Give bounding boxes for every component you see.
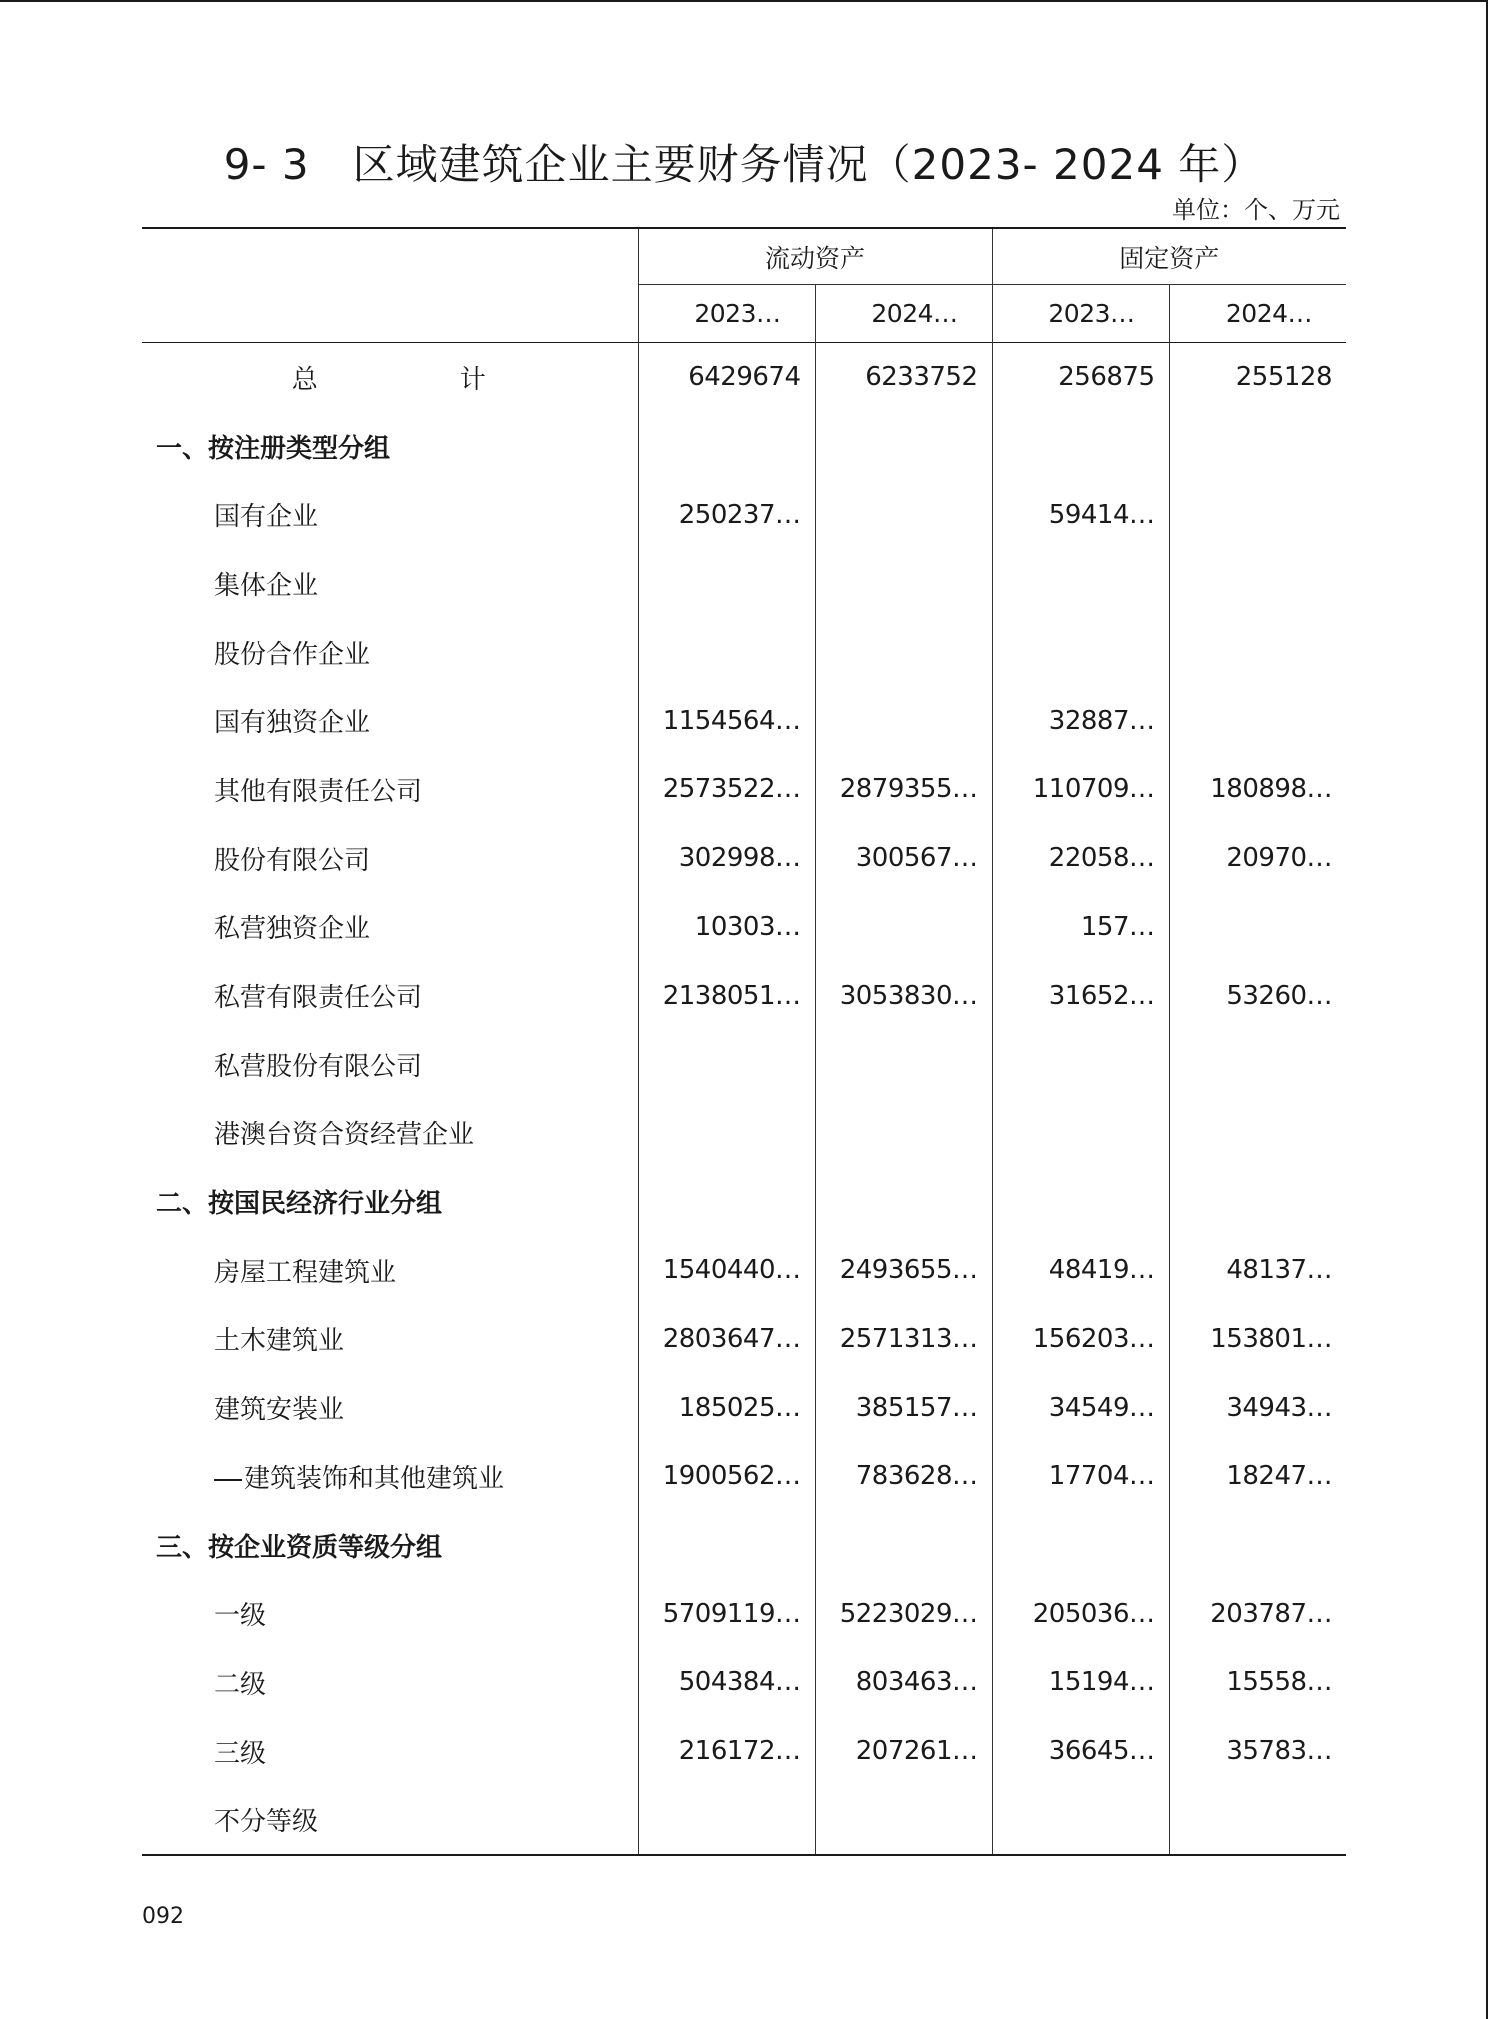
table-row bbox=[142, 1579, 1346, 1648]
row-label: 港澳台资合资经营企业 bbox=[214, 1120, 475, 1151]
value-cell: 5709119… bbox=[638, 1579, 815, 1648]
row-label: 一级 bbox=[214, 1601, 267, 1632]
value-cell bbox=[815, 412, 992, 481]
value-cell bbox=[992, 549, 1169, 618]
header-current-assets: 流动资产 bbox=[638, 228, 992, 285]
value-cell: 32887… bbox=[992, 686, 1169, 755]
page-border-top bbox=[0, 0, 1488, 2]
table-row bbox=[142, 755, 1346, 824]
row-label: 建筑安装业 bbox=[214, 1395, 345, 1426]
table-row bbox=[142, 1030, 1346, 1099]
row-label: 三级 bbox=[214, 1738, 267, 1769]
table-row bbox=[142, 1373, 1346, 1442]
row-label: 房屋工程建筑业 bbox=[214, 1257, 397, 1288]
row-label: 国有企业 bbox=[214, 502, 319, 533]
value-cell bbox=[815, 480, 992, 549]
table-row bbox=[142, 824, 1346, 893]
value-cell bbox=[638, 1167, 815, 1236]
value-cell: 205036… bbox=[992, 1579, 1169, 1648]
value-cell: 35783… bbox=[1169, 1717, 1346, 1786]
value-cell bbox=[815, 549, 992, 618]
value-cell bbox=[815, 686, 992, 755]
value-cell bbox=[638, 618, 815, 687]
table-row bbox=[142, 1648, 1346, 1717]
table-row bbox=[142, 1167, 1346, 1236]
value-cell bbox=[992, 412, 1169, 481]
value-cell: 59414… bbox=[992, 480, 1169, 549]
value-cell: 256875 bbox=[992, 343, 1169, 412]
value-cell bbox=[638, 549, 815, 618]
value-cell: 17704… bbox=[992, 1442, 1169, 1511]
value-cell: 2493655… bbox=[815, 1236, 992, 1305]
table-row bbox=[142, 343, 1346, 412]
row-label-text: 建筑装饰和其他建筑业 bbox=[244, 1463, 505, 1494]
value-cell bbox=[1169, 1030, 1346, 1099]
page-number: 092 bbox=[142, 1904, 184, 1929]
value-cell bbox=[815, 1785, 992, 1855]
table-row bbox=[142, 1785, 1346, 1855]
value-cell: 31652… bbox=[992, 961, 1169, 1030]
value-cell bbox=[638, 1099, 815, 1168]
value-cell bbox=[815, 1030, 992, 1099]
header-year: 2024… bbox=[815, 285, 992, 343]
value-cell bbox=[1169, 1511, 1346, 1580]
value-cell: 34943… bbox=[1169, 1373, 1346, 1442]
group-heading: 三、按企业资质等级分组 bbox=[156, 1532, 443, 1563]
value-cell: 20970… bbox=[1169, 824, 1346, 893]
header-fixed-assets: 固定资产 bbox=[992, 228, 1346, 285]
value-cell bbox=[638, 1030, 815, 1099]
header-year: 2023… bbox=[992, 285, 1169, 343]
row-label: 集体企业 bbox=[214, 570, 319, 601]
value-cell: 385157… bbox=[815, 1373, 992, 1442]
row-label: 股份有限公司 bbox=[214, 845, 371, 876]
value-cell: 216172… bbox=[638, 1717, 815, 1786]
value-cell bbox=[1169, 1167, 1346, 1236]
row-label: 股份合作企业 bbox=[214, 639, 371, 670]
value-cell: 255128 bbox=[1169, 343, 1346, 412]
table-row bbox=[142, 1236, 1346, 1305]
value-cell bbox=[1169, 1099, 1346, 1168]
value-cell: 6429674 bbox=[638, 343, 815, 412]
value-cell: 1540440… bbox=[638, 1236, 815, 1305]
value-cell bbox=[815, 618, 992, 687]
value-cell bbox=[992, 1099, 1169, 1168]
value-cell bbox=[815, 1511, 992, 1580]
value-cell bbox=[1169, 412, 1346, 481]
table-row bbox=[142, 961, 1346, 1030]
value-cell bbox=[1169, 480, 1346, 549]
value-cell bbox=[815, 1099, 992, 1168]
value-cell bbox=[815, 1167, 992, 1236]
header-blank bbox=[142, 228, 638, 343]
value-cell bbox=[992, 1511, 1169, 1580]
value-cell bbox=[992, 1785, 1169, 1855]
value-cell: 2803647… bbox=[638, 1305, 815, 1374]
table-row bbox=[142, 1099, 1346, 1168]
value-cell bbox=[1169, 618, 1346, 687]
value-cell: 5223029… bbox=[815, 1579, 992, 1648]
value-cell bbox=[992, 1030, 1169, 1099]
table-row bbox=[142, 1511, 1346, 1580]
value-cell bbox=[638, 1511, 815, 1580]
value-cell: 3053830… bbox=[815, 961, 992, 1030]
row-label: 不分等级 bbox=[214, 1807, 319, 1838]
table-row bbox=[142, 893, 1346, 962]
value-cell: 300567… bbox=[815, 824, 992, 893]
value-cell: 34549… bbox=[992, 1373, 1169, 1442]
value-cell: 36645… bbox=[992, 1717, 1169, 1786]
value-cell bbox=[638, 412, 815, 481]
table-row bbox=[142, 686, 1346, 755]
value-cell: 48419… bbox=[992, 1236, 1169, 1305]
unit-label: 单位：个、万元 bbox=[1172, 196, 1340, 224]
page-title: 9- 3 区域建筑企业主要财务情况（2023- 2024 年） bbox=[223, 140, 1265, 189]
value-cell: 48137… bbox=[1169, 1236, 1346, 1305]
table-row bbox=[142, 480, 1346, 549]
table-row bbox=[142, 1442, 1346, 1511]
value-cell bbox=[992, 1167, 1169, 1236]
total-label: 总 计 bbox=[291, 364, 516, 395]
value-cell: 153801… bbox=[1169, 1305, 1346, 1374]
value-cell bbox=[1169, 1785, 1346, 1855]
row-label: 私营独资企业 bbox=[214, 914, 371, 945]
value-cell: 18247… bbox=[1169, 1442, 1346, 1511]
table-row bbox=[142, 1717, 1346, 1786]
value-cell: 53260… bbox=[1169, 961, 1346, 1030]
financial-table bbox=[142, 227, 1346, 1856]
value-cell: 207261… bbox=[815, 1717, 992, 1786]
table-row bbox=[142, 412, 1346, 481]
value-cell: 783628… bbox=[815, 1442, 992, 1511]
value-cell: 803463… bbox=[815, 1648, 992, 1717]
value-cell bbox=[1169, 686, 1346, 755]
table-body bbox=[142, 343, 1346, 1856]
value-cell: 2573522… bbox=[638, 755, 815, 824]
value-cell: 504384… bbox=[638, 1648, 815, 1717]
value-cell: 15194… bbox=[992, 1648, 1169, 1717]
value-cell: 180898… bbox=[1169, 755, 1346, 824]
value-cell bbox=[992, 618, 1169, 687]
group-heading: 二、按国民经济行业分组 bbox=[156, 1189, 443, 1220]
row-label bbox=[142, 1442, 638, 1511]
group-heading: 一、按注册类型分组 bbox=[156, 433, 391, 464]
value-cell: 6233752 bbox=[815, 343, 992, 412]
value-cell: 110709… bbox=[992, 755, 1169, 824]
row-label: 土木建筑业 bbox=[214, 1326, 345, 1357]
table-row bbox=[142, 618, 1346, 687]
table-row bbox=[142, 549, 1346, 618]
value-cell: 250237… bbox=[638, 480, 815, 549]
value-cell bbox=[638, 1785, 815, 1855]
value-cell: 302998… bbox=[638, 824, 815, 893]
value-cell: 156203… bbox=[992, 1305, 1169, 1374]
value-cell: 203787… bbox=[1169, 1579, 1346, 1648]
value-cell: 1900562… bbox=[638, 1442, 815, 1511]
leader-line bbox=[214, 1479, 242, 1481]
row-label: 二级 bbox=[214, 1669, 267, 1700]
value-cell: 2879355… bbox=[815, 755, 992, 824]
value-cell: 22058… bbox=[992, 824, 1169, 893]
value-cell bbox=[1169, 893, 1346, 962]
value-cell: 185025… bbox=[638, 1373, 815, 1442]
value-cell: 2138051… bbox=[638, 961, 815, 1030]
row-label: 国有独资企业 bbox=[214, 708, 371, 739]
value-cell: 10303… bbox=[638, 893, 815, 962]
value-cell: 15558… bbox=[1169, 1648, 1346, 1717]
value-cell: 2571313… bbox=[815, 1305, 992, 1374]
row-label: 私营股份有限公司 bbox=[214, 1051, 423, 1082]
row-label: 私营有限责任公司 bbox=[214, 983, 423, 1014]
value-cell bbox=[815, 893, 992, 962]
value-cell bbox=[1169, 549, 1346, 618]
table-row bbox=[142, 1305, 1346, 1374]
header-year: 2023… bbox=[638, 285, 815, 343]
value-cell: 1154564… bbox=[638, 686, 815, 755]
row-label: 其他有限责任公司 bbox=[214, 776, 423, 807]
header-year: 2024… bbox=[1169, 285, 1346, 343]
value-cell: 157… bbox=[992, 893, 1169, 962]
